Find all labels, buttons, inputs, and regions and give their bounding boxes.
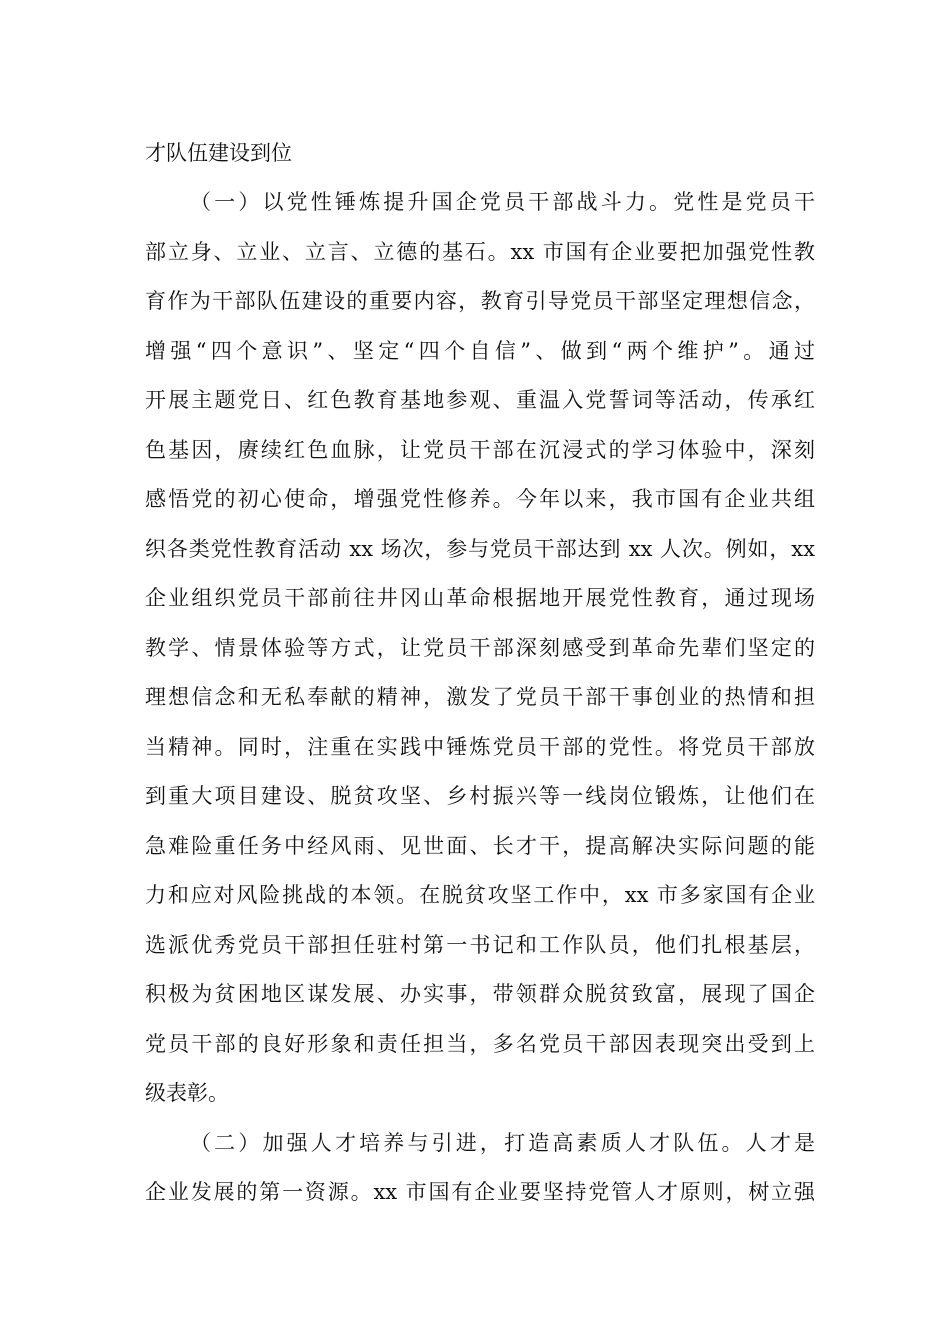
text-line: 教学、情景体验等方式，让党员干部深刻感受到革命先辈们坚定的 [145, 636, 815, 660]
section-heading-line: （一）以党性锤炼提升国企党员干部战斗力。党性是党员干 [190, 190, 815, 214]
text-line: 织各类党性教育活动 xx 场次，参与党员干部达到 xx 人次。例如，xx [145, 537, 815, 561]
text-line: 才队伍建设到位 [145, 141, 292, 165]
text-line: 选派优秀党员干部担任驻村第一书记和工作队员，他们扎根基层， [145, 933, 815, 957]
text-line: 理想信念和无私奉献的精神，激发了党员干部干事创业的热情和担 [145, 685, 815, 709]
text-line: 急难险重任务中经风雨、见世面、长才干，提高解决实际问题的能 [145, 834, 815, 858]
text-line: 企业发展的第一资源。xx 市国有企业要坚持党管人才原则，树立强 [145, 1180, 815, 1204]
text-line: 级表彰。 [145, 1081, 229, 1105]
text-line: 色基因，赓续红色血脉，让党员干部在沉浸式的学习体验中，深刻 [145, 438, 815, 462]
section-heading-line: （二）加强人才培养与引进，打造高素质人才队伍。人才是 [190, 1131, 815, 1155]
text-line: 企业组织党员干部前往井冈山革命根据地开展党性教育，通过现场 [145, 586, 815, 610]
text-line: 到重大项目建设、脱贫攻坚、乡村振兴等一线岗位锻炼，让他们在 [145, 784, 815, 808]
text-line: 育作为干部队伍建设的重要内容，教育引导党员干部坚定理想信念， [145, 289, 815, 313]
text-line: 党员干部的良好形象和责任担当，多名党员干部因表现突出受到上 [145, 1032, 815, 1056]
text-line: 增强“四个意识”、坚定“四个自信”、做到“两个维护”。通过 [145, 339, 815, 363]
text-line: 部立身、立业、立言、立德的基石。xx 市国有企业要把加强党性教 [145, 240, 815, 264]
text-line: 力和应对风险挑战的本领。在脱贫攻坚工作中，xx 市多家国有企业 [145, 883, 815, 907]
text-line: 当精神。同时，注重在实践中锤炼党员干部的党性。将党员干部放 [145, 735, 815, 759]
text-line: 积极为贫困地区谋发展、办实事，带领群众脱贫致富，展现了国企 [145, 982, 815, 1006]
text-line: 感悟党的初心使命，增强党性修养。今年以来，我市国有企业共组 [145, 487, 815, 511]
text-line: 开展主题党日、红色教育基地参观、重温入党誓词等活动，传承红 [145, 388, 815, 412]
